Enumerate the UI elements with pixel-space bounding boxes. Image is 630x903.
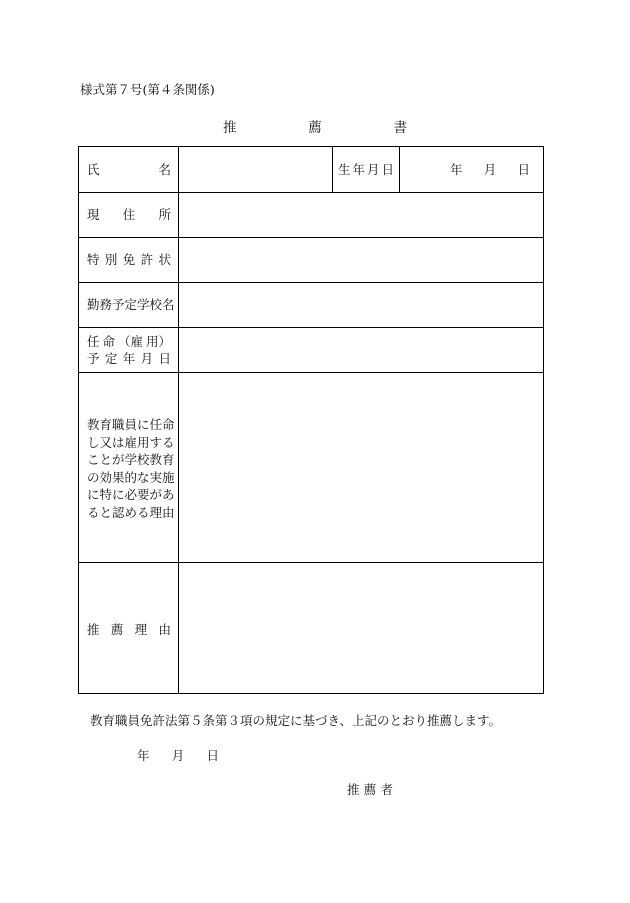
appointment-label (87, 333, 171, 367)
necessity-line: の効果的な実施 (87, 469, 175, 485)
address-label (87, 206, 171, 223)
license-label (87, 251, 171, 268)
title-char: 薦 (308, 120, 322, 136)
column-divider (399, 147, 400, 192)
necessity-line: ことが学校教育 (87, 452, 175, 467)
necessity-line: し又は雇用する (87, 434, 175, 450)
label-char: 予 (87, 351, 100, 366)
label-char: 住 (122, 207, 136, 222)
document-title (223, 116, 407, 136)
label-char: 推 (87, 622, 100, 637)
reason-label (87, 621, 171, 638)
date-char: 年 (450, 162, 463, 177)
appointment-line (87, 350, 171, 367)
column-divider (332, 147, 333, 192)
appointment-line (87, 333, 171, 350)
label-char: 許 (140, 252, 154, 267)
school-field[interactable] (179, 283, 543, 327)
label-char: 名 (158, 162, 171, 177)
reason-field[interactable] (179, 563, 543, 693)
necessity-label (87, 416, 177, 521)
label-char: 月 (140, 351, 154, 366)
label-char: 者 (380, 782, 393, 797)
date-char: 月 (483, 162, 497, 177)
necessity-line: に特に必要があ (87, 487, 175, 502)
form-number: 様式第７号(第４条関係) (80, 82, 215, 97)
label-char: 推 (347, 782, 360, 797)
birthdate-label: 生年月日 (338, 162, 397, 177)
appointment-field[interactable] (179, 328, 543, 372)
label-char: 任 (87, 334, 100, 349)
signature-date (137, 746, 219, 764)
label-char: 現 (87, 207, 100, 222)
title-char: 書 (393, 120, 407, 136)
label-char: 特 (87, 252, 100, 267)
necessity-line: ると認める理由 (87, 504, 175, 520)
label-char: 氏 (87, 162, 100, 177)
license-field[interactable] (179, 238, 543, 282)
recommendation-table (78, 146, 544, 694)
label-char: 状 (158, 252, 171, 267)
label-char: 薦 (110, 622, 124, 637)
label-char: 定 (104, 351, 118, 366)
label-char: 命 (102, 334, 115, 349)
date-char: 日 (206, 748, 219, 763)
name-label (87, 161, 171, 178)
label-char: 日 (158, 351, 171, 366)
birthdate-field[interactable] (450, 161, 530, 178)
label-char: 免 (122, 252, 136, 267)
date-char: 年 (137, 748, 150, 763)
necessity-field[interactable] (179, 373, 543, 562)
label-char: 理 (134, 622, 148, 637)
label-char: 由 (158, 622, 171, 637)
label-char: 年 (122, 351, 136, 366)
date-char: 日 (517, 162, 530, 177)
label-char: 用） (145, 334, 171, 349)
label-char: （雇 (117, 334, 143, 349)
name-field[interactable] (179, 147, 332, 192)
label-char: 別 (104, 252, 118, 267)
recommender-label (347, 780, 393, 798)
address-field[interactable] (179, 193, 543, 237)
label-char: 所 (158, 207, 171, 222)
date-char: 月 (171, 748, 185, 763)
recommendation-statement: 教育職員免許法第５条第３項の規定に基づき、上記のとおり推薦します。 (90, 713, 502, 728)
label-char: 薦 (363, 782, 377, 797)
necessity-line: 教育職員に任命 (87, 417, 175, 432)
title-char: 推 (223, 120, 237, 136)
school-label: 勤務予定学校名 (87, 297, 175, 312)
